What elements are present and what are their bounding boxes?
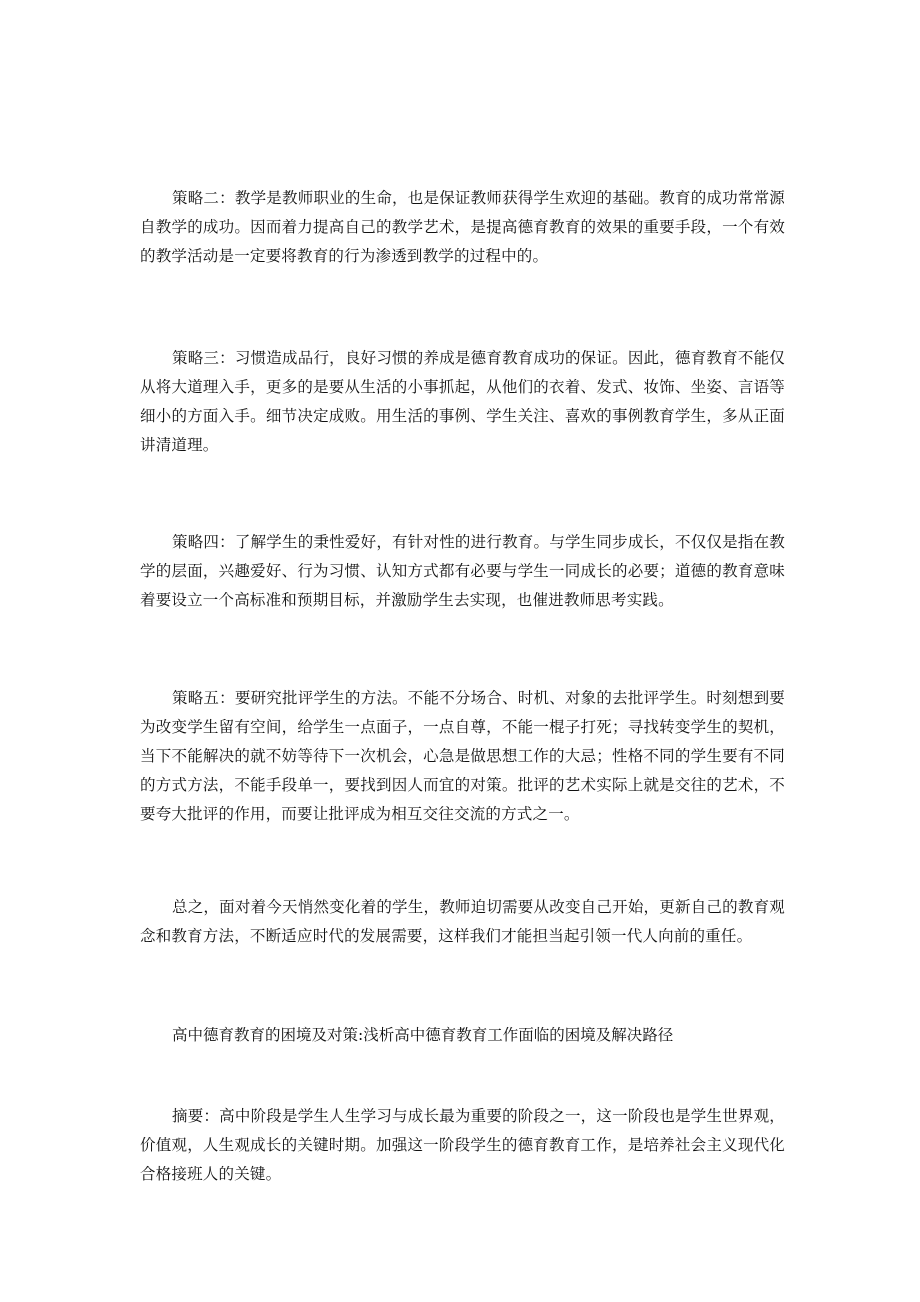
paragraph-strategy-2: 策略二：教学是教师职业的生命，也是保证教师获得学生欢迎的基础。教育的成功常常源自教学的成功。因而着力提高自己的教学艺术，是提高德育教育的效果的重要手段，一个有效的教学活动是一定要将教育的行为渗透到教学的过程中的。	[140, 189, 785, 265]
paragraph-strategy-3: 策略三：习惯造成品行，良好习惯的养成是德育教育成功的保证。因此，德育教育不能仅从将大道理入手，更多的是要从生活的小事抓起，从他们的衣着、发式、妆饰、坐姿、言语等细小的方面入手。细节决定成败。用生活的事例、学生关注、喜欢的事例教育学生，多从正面讲清道理。	[140, 349, 785, 454]
paragraph-strategy-4: 策略四：了解学生的秉性爱好，有针对性的进行教育。与学生同步成长，不仅仅是指在教学的层面，兴趣爱好、行为习惯、认知方式都有必要与学生一同成长的必要；道德的教育意味着要设立一个高标准和预期目标，并激励学生去实现，也催进教师思考实践。	[140, 533, 785, 609]
abstract-paragraph: 摘要：高中阶段是学生人生学习与成长最为重要的阶段之一，这一阶段也是学生世界观，价值观，人生观成长的关键时期。加强这一阶段学生的德育教育工作，是培养社会主义现代化合格接班人的关键。	[140, 1107, 785, 1183]
paragraph-strategy-5: 策略五：要研究批评学生的方法。不能不分场合、时机、对象的去批评学生。时刻想到要为改变学生留有空间，给学生一点面子，一点自尊，不能一棍子打死；寻找转变学生的契机，当下不能解决的就不妨等待下一次机会，心急是做思想工作的大忌；性格不同的学生要有不同的方式方法，不能手段单一，要找到因人而宜的对策。批评的艺术实际上就是交往的艺术，不要夸大批评的作用，而要让批评成为相互交往交流的方式之一。	[140, 689, 785, 823]
article-title: 高中德育教育的困境及对策:浅析高中德育教育工作面临的困境及解决路径	[172, 1026, 674, 1044]
paragraph-conclusion: 总之，面对着今天悄然变化着的学生，教师迫切需要从改变自己开始，更新自己的教育观念和教育方法，不断适应时代的发展需要，这样我们才能担当起引领一代人向前的重任。	[140, 898, 785, 945]
